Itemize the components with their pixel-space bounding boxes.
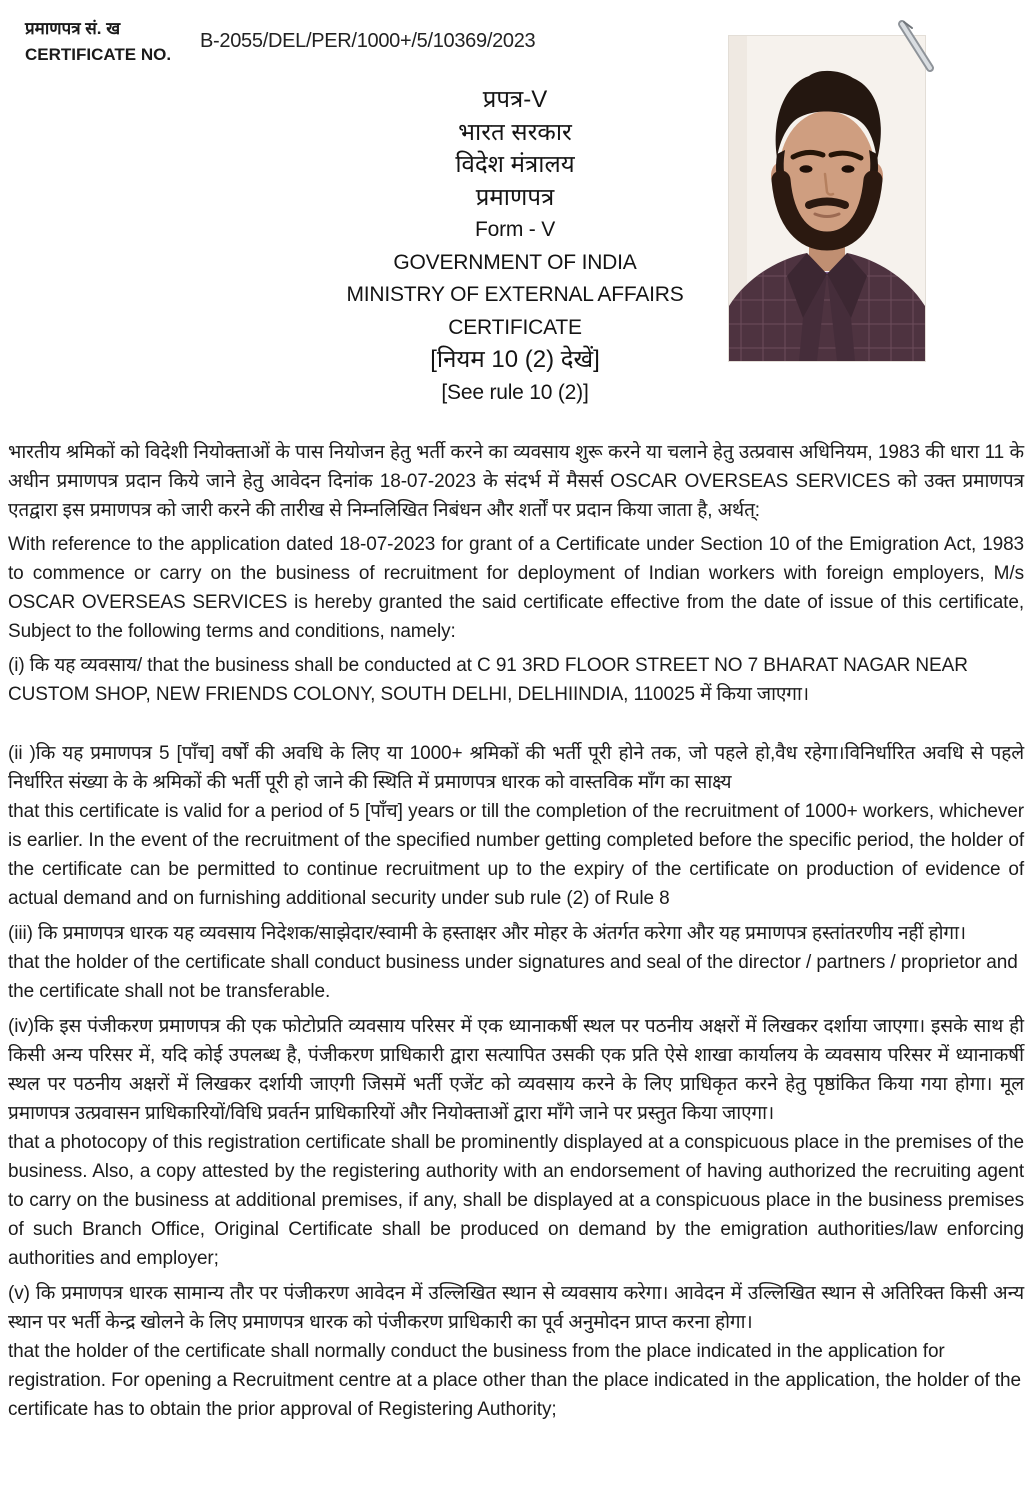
clause-v-hindi: (v) कि प्रमाणपत्र धारक सामान्य तौर पर पंजीकरण आवेदन में उल्लिखित स्थान से व्यवसाय करेगा। आवेदन में उल्लिखित स्थान से अतिरिक्त किसी अन्य स्थान पर भर्ती केन्द्र खोलने के लिए प्रमाणपत्र धारक को पंजीकरण प्राधिकारी का पूर्व अनुमोदन प्राप्त करना होगा। — [8, 1283, 1024, 1333]
intro-paragraph-hindi: भारतीय श्रमिकों को विदेशी नियोक्ताओं के पास नियोजन हेतु भर्ती करने का व्यवसाय शुरू करने या चलाने हेतु उत्प्रवास अधिनियम, 1983 की धारा 11 के अधीन प्रमाणपत्र प्रदान किये जाने हेतु आवेदन दिनांक 18-07-2023 के संदर्भ में मैसर्स OSCAR OVERSEAS SERVICES को उक्त प्रमाणपत्र एतद्वारा इस प्रमाणपत्र को जारी करने की तारीख से निम्नलिखित निबंधन और शर्तों पर प्रदान किया जाता है, अर्थत्: — [8, 442, 1024, 521]
clause-iv-hindi: (iv)कि इस पंजीकरण प्रमाणपत्र की एक फोटोप्रति व्यवसाय परिसर में एक ध्यानाकर्षी स्थल पर पठनीय अक्षरों में लिखकर दर्शाया जाएगा। इसके साथ ही किसी अन्य परिसर में, यदि कोई उपलब्ध है, पंजीकरण प्राधिकारी द्वारा सत्यापित उसकी एक प्रति ऐसे शाखा कार्यालय के व्यवसाय परिसर में ध्यानाकर्षी स्थल पर पठनीय अक्षरों में लिखकर दर्शायी जाएगी जिसमें भर्ती एजेंट को व्यवसाय करने के लिए प्राधिकृत करने हेतु पृष्ठांकित किया गया होगा। मूल प्रमाणपत्र उत्प्रवासन प्राधिकारियों/विधि प्रवर्तन प्राधिकारियों और नियोक्ताओं द्वारा माँगे जाने पर प्रस्तुत किया जाएगा। — [8, 1016, 1024, 1124]
paperclip-icon — [890, 16, 944, 88]
title-rule-english: [See rule 10 (2)] — [441, 380, 589, 404]
clause-ii-hindi: (ii )कि यह प्रमाणपत्र 5 [पाँच] वर्षों की अवधि के लिए या 1000+ श्रमिकों की भर्ती पूरी होने तक, जो पहले हो,वैध रहेगा।विनिर्धारित अवधि से पहले निर्धारित संख्या के के श्रमिकों की भर्ती पूरी हो जाने की स्थिति में प्रमाणपत्र धारक को वास्तविक माँग का साक्ष्य — [8, 743, 1024, 793]
clause-iii — [8, 919, 1024, 1006]
title-govt-english: GOVERNMENT OF INDIA — [393, 250, 637, 274]
clause-ii — [8, 739, 1024, 913]
clause-iv-english: that a photocopy of this registration certificate shall be prominently displayed at a conspicuous place in the premises of the business. Also, a copy attested by the registering authority with an endorsement of having authorized the recruiting agent to carry on the business at additional premises, if any, shall be displayed at a conspicuous place in the business premises of such Branch Office, Original Certificate shall be produced on demand by the emigration authorities/law enforcing authorities and employer; — [8, 1132, 1024, 1269]
certificate-number-label-english: CERTIFICATE NO. — [25, 45, 172, 64]
clause-v-english: that the holder of the certificate shall normally conduct the business from the place indicated in the application for registration. For opening a Recruitment centre at a place other than the place indicated in the application, the holder of the certificate has to obtain the prior approval of Registering Authority; — [8, 1341, 1021, 1420]
title-ministry-hindi: विदेश मंत्रालय — [455, 151, 575, 178]
certificate-number-label — [25, 16, 171, 68]
clause-i: (i) कि यह व्यवसाय/ that the business shall be conducted at C 91 3RD FLOOR STREET NO 7 BHARAT NAGAR NEAR CUSTOM SHOP, NEW FRIENDS COLONY, SOUTH DELHI, DELHIINDIA, 110025 में किया जाएगा। — [8, 655, 968, 705]
clause-iii-hindi: (iii) कि प्रमाणपत्र धारक यह व्यवसाय निदेशक/साझेदार/स्वामी के हस्ताक्षर और मोहर के अंतर्गत करेगा और यह प्रमाणपत्र हस्तांतरणीय नहीं होगा। — [8, 923, 967, 944]
clause-v — [8, 1279, 1024, 1424]
certificate-body — [8, 438, 1024, 1430]
clause-iii-english: that the holder of the certificate shall conduct business under signatures and seal of the director / partners / proprietor and the certificate shall not be transferable. — [8, 952, 1018, 1002]
title-certificate-hindi: प्रमाणपत्र — [475, 183, 555, 211]
title-ministry-english: MINISTRY OF EXTERNAL AFFAIRS — [346, 283, 684, 306]
certificate-number-label-hindi: प्रमाणपत्र सं. ख — [25, 19, 121, 38]
title-rule-hindi: [नियम 10 (2) देखें] — [430, 346, 600, 373]
title-form-hindi: प्रपत्र-V — [482, 86, 548, 113]
certificate-number-value: B-2055/DEL/PER/1000+/5/10369/2023 — [200, 30, 536, 52]
clause-ii-english: that this certificate is valid for a period of 5 [पाँच] years or till the completion of the recruitment of 1000+ workers, whichever is earlier. In the event of the recruitment of the specified number getting completed before the specific period, the holder of the certificate can be permitted to continue recruitment up to the expiry of the certificate on production of evidence of actual demand and on furnishing additional security under sub rule (2) of Rule 8 — [8, 801, 1024, 909]
clause-iv — [8, 1012, 1024, 1273]
title-certificate-english: CERTIFICATE — [448, 315, 582, 339]
title-form-english: Form - V — [474, 218, 556, 241]
title-govt-hindi: भारत सरकार — [458, 118, 572, 146]
intro-paragraph-english: With reference to the application dated 18-07-2023 for grant of a Certificate under Section 10 of the Emigration Act, 1983 to commence or carry on the business of recruitment for deployment of Indian workers with foreign employers, M/s OSCAR OVERSEAS SERVICES is hereby granted the said certificate effective from the date of issue of this certificate, Subject to the following terms and conditions, namely: — [8, 534, 1024, 642]
